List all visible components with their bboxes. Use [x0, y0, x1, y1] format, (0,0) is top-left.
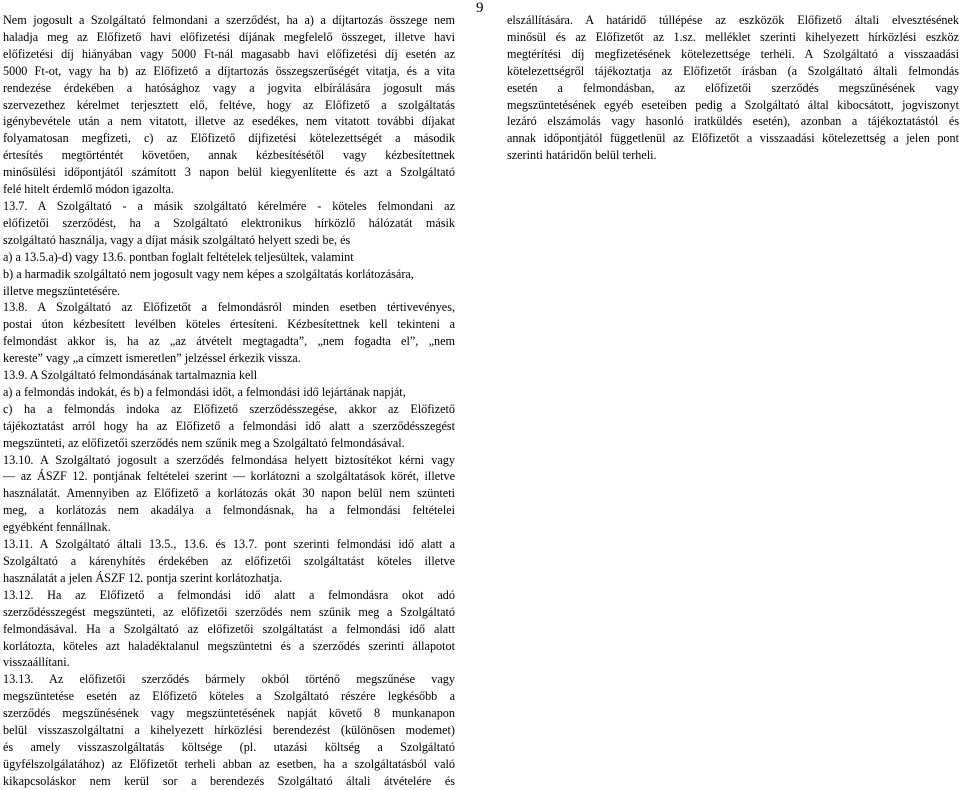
text-line: szerződés megszűnésének vagy megszüntetésének napját követő 8 munkanapon	[3, 706, 455, 721]
text-line: — az ÁSZF 12. pontjának feltételei szerint — korlátozni a szolgáltatások körét, illetve	[3, 469, 455, 484]
text-line: a) a felmondás indokát, és b) a felmondási időt, a felmondási idő lejártának napját,	[3, 384, 406, 399]
left-text-column	[3, 12, 455, 790]
text-line: szolgáltató használja, vagy a díjat másik szolgáltató helyett szedi be, és	[3, 232, 351, 247]
text-line: megszünteti, az előfizetői szerződés nem szűnik meg a Szolgáltató felmondásával.	[3, 435, 405, 450]
text-line: 13.13. Az előfizetői szerződés bármely okból történő megszűnése vagy	[3, 672, 455, 687]
text-line: visszaállítani.	[3, 655, 70, 670]
text-line: és amely visszaszolgáltatás költsége (pl. utazási költség a Szolgáltató	[3, 739, 455, 754]
text-line: elszállítására. A határidő túllépése az eszközök Előfizető általi elvesztésének	[507, 13, 959, 27]
text-line: 5000 Ft-ot, vagy ha b) az Előfizető a díjtartozás összegszerűségét vitatja, és a vita	[3, 63, 455, 78]
text-line: minősül és az Előfizetőt az 1.sz. melléklet szerinti kihelyezett hírközlési eszköz	[507, 29, 959, 44]
page-number: 9	[476, 0, 484, 16]
text-line: előfizetési díj hiányában vagy 5000 Ft-nál magasabb havi előfizetési díj esetén az	[3, 46, 455, 61]
text-line: postai úton kézbesített levélben köteles értesíteni. Kézbesítettnek kell tekinteni a	[3, 317, 455, 332]
text-line: tájékoztatást arról hogy ha az Előfizető a felmondási idő alatt a szerződésszegést	[3, 418, 455, 433]
text-line: megszüntetésének egyéb eseteiben pedig a Szolgáltató által kibocsátott, jogviszonyt	[507, 97, 959, 112]
text-line: rendezése érdekében a hatósághoz vagy a jogvita elbírálására jogosult más	[3, 80, 455, 95]
text-line: meg, a korlátozás nem akadálya a felmondásnak, ha a felmondási feltételei	[3, 503, 455, 518]
text-line: szervezethez kérelmet terjesztett elő, feltéve, hogy az Előfizető a szolgáltatás	[3, 97, 455, 112]
text-line: Szolgáltató a kárenyhítés érdekében az előfizetői szolgáltatást köteles illetve	[3, 554, 455, 568]
text-line: folyamatosan megfizeti, c) az Előfizető díjfizetési kötelezettségét a második	[3, 131, 455, 146]
text-line: korlátozta, köteles azt haladéktalanul megszüntetni és a szerződés szerinti állapotot	[3, 638, 455, 653]
text-line: belül visszaszolgáltatni a kihelyezett hírközlési berendezést (különösen modemet)	[3, 723, 455, 738]
text-line: kötelezettségről tájékoztatja az Előfizetőt írásban (a Szolgáltató általi felmondás	[507, 63, 959, 78]
text-line: megtérítési díj megfizetésének kötelezettsége terheli. A Szolgáltató a visszaadási	[507, 46, 959, 61]
text-line: ügyfélszolgálatához) az Előfizetőt terheli abban az esetben, ha a szolgáltatásból való	[3, 756, 455, 771]
text-line: 13.12. Ha az Előfizető a felmondási idő alatt a felmondásra okot adó	[3, 587, 455, 602]
text-line: megszüntetése esetén az Előfizető köteles a Szolgáltató részére legkésőbb a	[3, 689, 455, 704]
text-line: illetve megszüntetésére.	[3, 283, 121, 298]
text-line: értesítés megtörténtét követően, annak kézbesítésétől vagy kézbesítettnek	[3, 148, 455, 163]
text-line: a) a 13.5.a)-d) vagy 13.6. pontban foglalt feltételek teljesültek, valamint	[3, 249, 354, 264]
text-line: annak időpontjától függetlenül az Előfizetőt a visszaadási kötelezettség a jelen pont	[507, 131, 959, 146]
text-line: Nem jogosult a Szolgáltató felmondani a szerződést, ha a) a díjtartozás összege nem	[3, 13, 455, 27]
text-line: felé hitelt érdemlő módon igazolta.	[3, 182, 174, 197]
text-line: szerződésszegést megszünteti, az előfizetői szerződés nem szűnik meg a Szolgáltató	[3, 604, 455, 619]
text-line: szerinti határidőn belül terheli.	[507, 148, 657, 163]
text-line: felmondást akkor is, ha az „az átvételt megtagadta”, „nem fogadta el”, „nem	[3, 334, 455, 349]
text-line: egyébként fennállnak.	[3, 520, 111, 535]
text-line: igénybevétele után a nem vitatott, illetve az esedékes, nem vitatott további díjakat	[3, 114, 455, 129]
text-line: c) ha a felmondás indoka az Előfizető szerződésszegése, akkor az Előfizető	[3, 401, 455, 416]
text-line: 13.9. A Szolgáltató felmondásának tartalmaznia kell	[3, 368, 258, 383]
text-line: 13.11. A Szolgáltató általi 13.5., 13.6. és 13.7. pont szerinti felmondási idő alatt a	[3, 537, 455, 552]
text-line: b) a harmadik szolgáltató nem jogosult vagy nem képes a szolgáltatás korlátozására,	[3, 266, 414, 281]
text-line: kereste” vagy „a címzett ismeretlen” jelzéssel érkezik vissza.	[3, 351, 301, 366]
text-line: kikapcsoláskor nem kerül sor a berendezés Szolgáltató általi átvételére és	[3, 773, 455, 788]
text-line: haladja meg az Előfizető havi előfizetési díjának megfelelő összeget, illetve havi	[3, 29, 455, 44]
text-line: 13.10. A Szolgáltató jogosult a szerződés felmondása helyett biztosítékot kérni vagy	[3, 452, 455, 467]
right-text-column	[507, 12, 959, 164]
text-line: előfizetői szerződést, ha a Szolgáltató elektronikus hírközlő hálózatát másik	[3, 215, 455, 230]
text-line: esetén a felmondásban, az előfizetői szerződés megszűnésének vagy	[507, 80, 959, 95]
text-line: használatát. Amennyiben az Előfizető a korlátozás okát 30 napon belül nem szünteti	[3, 486, 455, 501]
text-line: minősülési időpontjától számított 3 napon belül kiegyenlítette és azt a Szolgáltató	[3, 165, 455, 180]
text-line: felmondásával. Ha a Szolgáltató az előfizetői szolgáltatást a felmondási idő alatt	[3, 621, 455, 636]
text-line: 13.8. A Szolgáltató az Előfizetőt a felmondásról minden esetben tértivevényes,	[3, 300, 455, 315]
text-line: 13.7. A Szolgáltató - a másik szolgáltató kérelmére - köteles felmondani az	[3, 198, 455, 213]
text-line: használatát a jelen ÁSZF 12. pontja szerint korlátozhatja.	[3, 570, 283, 585]
text-line: lezáró elszámolás vagy hasonló iratküldés esetén), azonban a tájékoztatástól és	[507, 114, 959, 129]
